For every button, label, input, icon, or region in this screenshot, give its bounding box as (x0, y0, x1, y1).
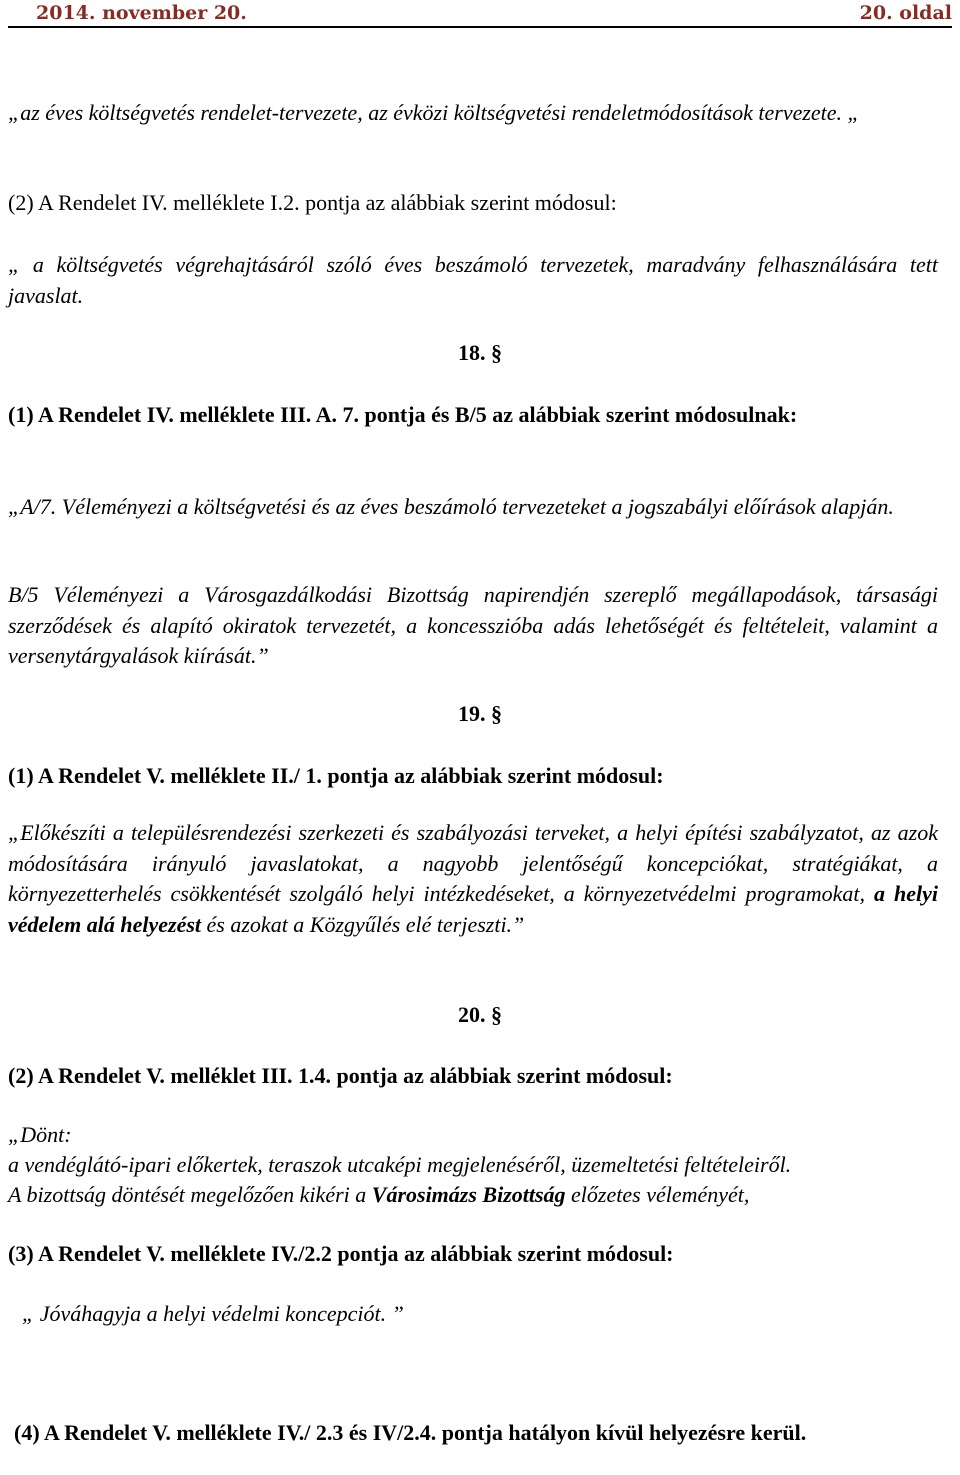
section-number: 20. (458, 1002, 486, 1027)
page-header (8, 0, 952, 28)
opinion-text: A bizottság döntését megelőzően kikéri a (8, 1182, 372, 1207)
header-page-number: 20. oldal (859, 2, 952, 24)
committee-name: Városimázs Bizottság (371, 1182, 566, 1207)
paragraph-approval: „ Jóváhagyja a helyi védelmi koncepciót. ” (22, 1301, 404, 1326)
paragraph-amendment-iv-i2: (2) A Rendelet IV. melléklete I.2. pontja az alábbiak szerint módosul: (8, 190, 617, 215)
planning-emphasis: a helyi védelem alá helyezést (8, 881, 938, 937)
paragraph-report-drafts: „ a költségvetés végrehajtásáról szóló éves beszámoló tervezetek, maradvány felhasználására tett javaslat. (8, 252, 938, 308)
section-sign: § (491, 1002, 502, 1027)
section-number: 18. (458, 340, 486, 365)
paragraph-planning (8, 818, 938, 940)
paragraph-dont: „Dönt: (8, 1122, 72, 1147)
opinion-text-end: előzetes véleményét, (565, 1182, 750, 1207)
paragraph-a7: „A/7. Véleményezi a költségvetési és az éves beszámoló tervezeteket a jogszabályi előírások alapján. (8, 494, 894, 519)
section-20-heading (0, 1002, 960, 1028)
paragraph-amendment-iv-iii-a7: (1) A Rendelet IV. melléklete III. A. 7. pontja és B/5 az alábbiak szerint módosulnak: (8, 402, 798, 427)
section-number: 19. (458, 701, 486, 726)
header-date: 2014. november 20. (36, 2, 247, 24)
section-18-heading (0, 340, 960, 366)
paragraph-repeal: (4) A Rendelet V. melléklete IV./ 2.3 és IV/2.4. pontja hatályon kívül helyezésre kerül. (14, 1420, 807, 1445)
paragraph-b5: B/5 Véleményezi a Városgazdálkodási Bizottság napirendjén szereplő megállapodások, társasági szerződések és alapító okiratok tervezetét, a koncesszióba adás lehetőségét és feltételeit, valamint a versenytárgyalások kiírását.” (8, 582, 938, 668)
planning-text: „Előkészíti a településrendezési szerkezeti és szabályozási terveket, a helyi építési szabályzatot, az azok módosítására irányuló javaslatokat, a nagyobb jelentőségű koncepciókat, stratégiákat, a környezetterhelés csökkentését szolgáló helyi intézkedéseket, a környezetvédelmi programokat, (8, 820, 938, 906)
section-19-heading (0, 701, 960, 727)
paragraph-amendment-v-iii14: (2) A Rendelet V. melléklet III. 1.4. pontja az alábbiak szerint módosul: (8, 1063, 673, 1088)
paragraph-amendment-v-iv22: (3) A Rendelet V. melléklete IV./2.2 pontja az alábbiak szerint módosul: (8, 1241, 674, 1266)
planning-text-end: és azokat a Közgyűlés elé terjeszti.” (201, 911, 525, 937)
section-sign: § (491, 340, 502, 365)
paragraph-amendment-v-ii1: (1) A Rendelet V. melléklete II./ 1. pontja az alábbiak szerint módosul: (8, 763, 664, 788)
paragraph-committee-opinion (8, 1180, 938, 1211)
section-sign: § (491, 701, 502, 726)
paragraph-budget-drafts: „az éves költségvetés rendelet-tervezete, az évközi költségvetési rendeletmódosítások tervezete. „ (8, 100, 860, 125)
paragraph-terraces: a vendéglátó-ipari előkertek, teraszok utcaképi megjelenéséről, üzemeltetési feltételeiről. (8, 1152, 792, 1177)
